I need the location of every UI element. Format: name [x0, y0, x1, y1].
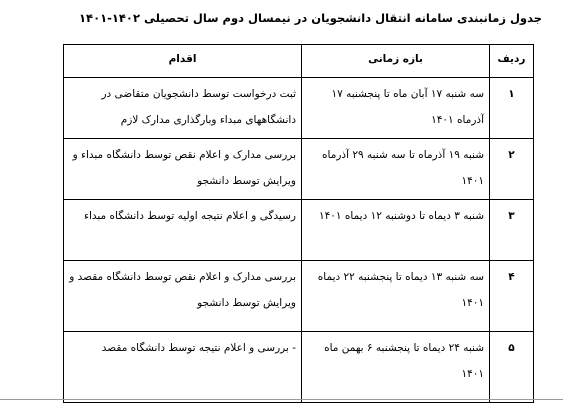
- row-period: شنبه ۲۴ دیماه تا پنجشنبه ۶ بهمن ماه ۱۴۰۱: [302, 332, 490, 403]
- row-period: سه شنبه ۱۳ دیماه تا پنجشنبه ۲۲ دیماه ۱۴۰۱: [302, 261, 490, 332]
- row-action: رسیدگی و اعلام نتیجه اولیه توسط دانشگاه مبداء: [64, 200, 302, 261]
- page-title: جدول زمانبندی سامانه انتقال دانشجویان در نیمسال دوم سال تحصیلی ۱۴۰۲-۱۴۰۱: [79, 11, 542, 25]
- row-action: ثبت درخواست توسط دانشجویان متقاضی در دانشگاههای مبداء وبارگذاری مدارک لازم: [64, 78, 302, 139]
- row-number: ۲: [490, 139, 534, 200]
- header-period: بازه زمانی: [302, 45, 490, 78]
- schedule-table: [63, 44, 534, 403]
- row-period: شنبه ۳ دیماه تا دوشنبه ۱۲ دیماه ۱۴۰۱: [302, 200, 490, 261]
- bottom-divider: [0, 399, 563, 400]
- row-number: ۴: [490, 261, 534, 332]
- row-number: ۵: [490, 332, 534, 403]
- table-header-row: [64, 45, 534, 78]
- header-row-number: ردیف: [490, 45, 534, 78]
- table-row: [64, 139, 534, 200]
- row-number: ۱: [490, 78, 534, 139]
- row-action: - بررسی و اعلام نتیجه توسط دانشگاه مقصد: [64, 332, 302, 403]
- table-row: [64, 332, 534, 403]
- header-action: اقدام: [64, 45, 302, 78]
- row-action: بررسی مدارک و اعلام نقص توسط دانشگاه مبداء و ویرایش توسط دانشجو: [64, 139, 302, 200]
- table-row: [64, 78, 534, 139]
- row-period: شنبه ۱۹ آذرماه تا سه شنبه ۲۹ آذرماه ۱۴۰۱: [302, 139, 490, 200]
- row-action: بررسی مدارک و اعلام نقص توسط دانشگاه مقصد و ویرایش توسط دانشجو: [64, 261, 302, 332]
- row-period: سه شنبه ۱۷ آبان ماه تا پنجشنبه ۱۷ آذرماه ۱۴۰۱: [302, 78, 490, 139]
- table-row: [64, 261, 534, 332]
- row-number: ۳: [490, 200, 534, 261]
- table-row: [64, 200, 534, 261]
